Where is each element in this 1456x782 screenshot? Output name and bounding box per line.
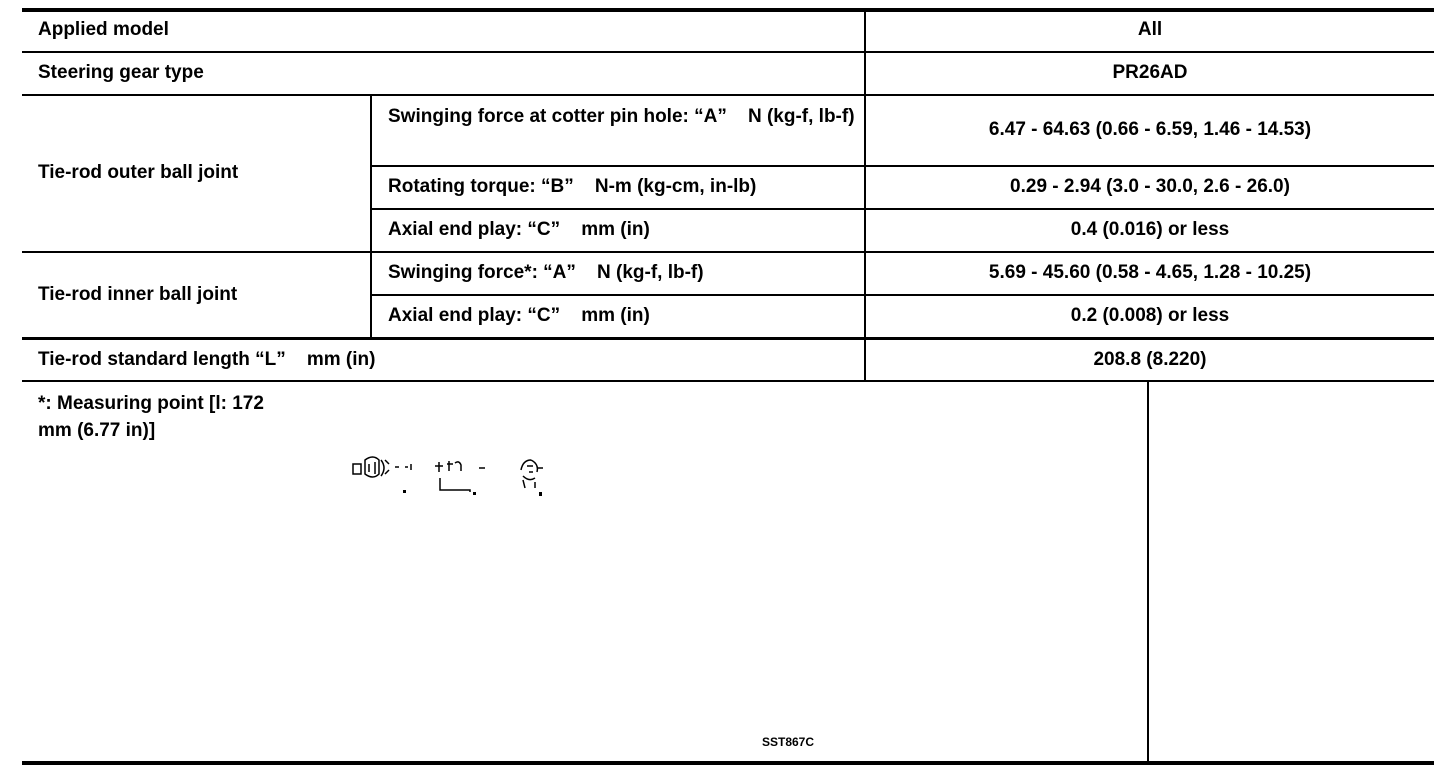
figure-code: SST867C [762,735,815,749]
row-divider [22,51,1434,53]
row-divider [22,251,1434,253]
table-top-border [22,8,1434,12]
inner-axial-end-play-value: 0.2 (0.008) or less [1070,305,1230,326]
row-divider [370,294,1434,296]
footnote-line-2: mm (6.77 in)] [38,420,156,441]
row-divider [370,165,1434,167]
outer-ball-joint-label: Tie-rod outer ball joint [38,162,239,183]
outer-rotating-torque-param: Rotating torque: “B” N-m (kg-cm, in-lb) [388,176,757,197]
outer-swinging-force-value: 6.47 - 64.63 (0.66 - 6.59, 1.46 - 14.53) [988,119,1312,140]
row-divider [22,94,1434,96]
row-divider [22,337,1434,340]
outer-axial-end-play-value: 0.4 (0.016) or less [1070,219,1230,240]
inner-swinging-force-value: 5.69 - 45.60 (0.58 - 4.65, 1.28 - 10.25) [988,262,1312,283]
table-bottom-border [22,761,1434,765]
inner-axial-end-play-param: Axial end play: “C” mm (in) [388,305,650,326]
standard-length-label: Tie-rod standard length “L” mm (in) [38,349,376,370]
outer-rotating-torque-value: 0.29 - 2.94 (3.0 - 30.0, 2.6 - 26.0) [1010,176,1290,197]
steering-gear-type-value: PR26AD [1112,62,1188,83]
row-divider [370,208,1434,210]
standard-length-value: 208.8 (8.220) [1093,349,1207,370]
inner-ball-joint-label: Tie-rod inner ball joint [38,284,238,305]
applied-model-value: All [1137,19,1163,40]
inner-swinging-force-param: Swinging force*: “A” N (kg-f, lb-f) [388,262,704,283]
steering-gear-type-label: Steering gear type [38,62,204,83]
tie-rod-measuring-figure [345,448,575,508]
applied-model-label: Applied model [38,19,169,40]
outer-axial-end-play-param: Axial end play: “C” mm (in) [388,219,650,240]
footnote-line-1: *: Measuring point [l: 172 [38,393,264,414]
figure-divider [1147,381,1149,763]
row-divider [22,380,1434,382]
outer-swinging-force-param: Swinging force at cotter pin hole: “A” N (kg-f, lb-f) [388,106,855,127]
column-divider [370,95,372,339]
